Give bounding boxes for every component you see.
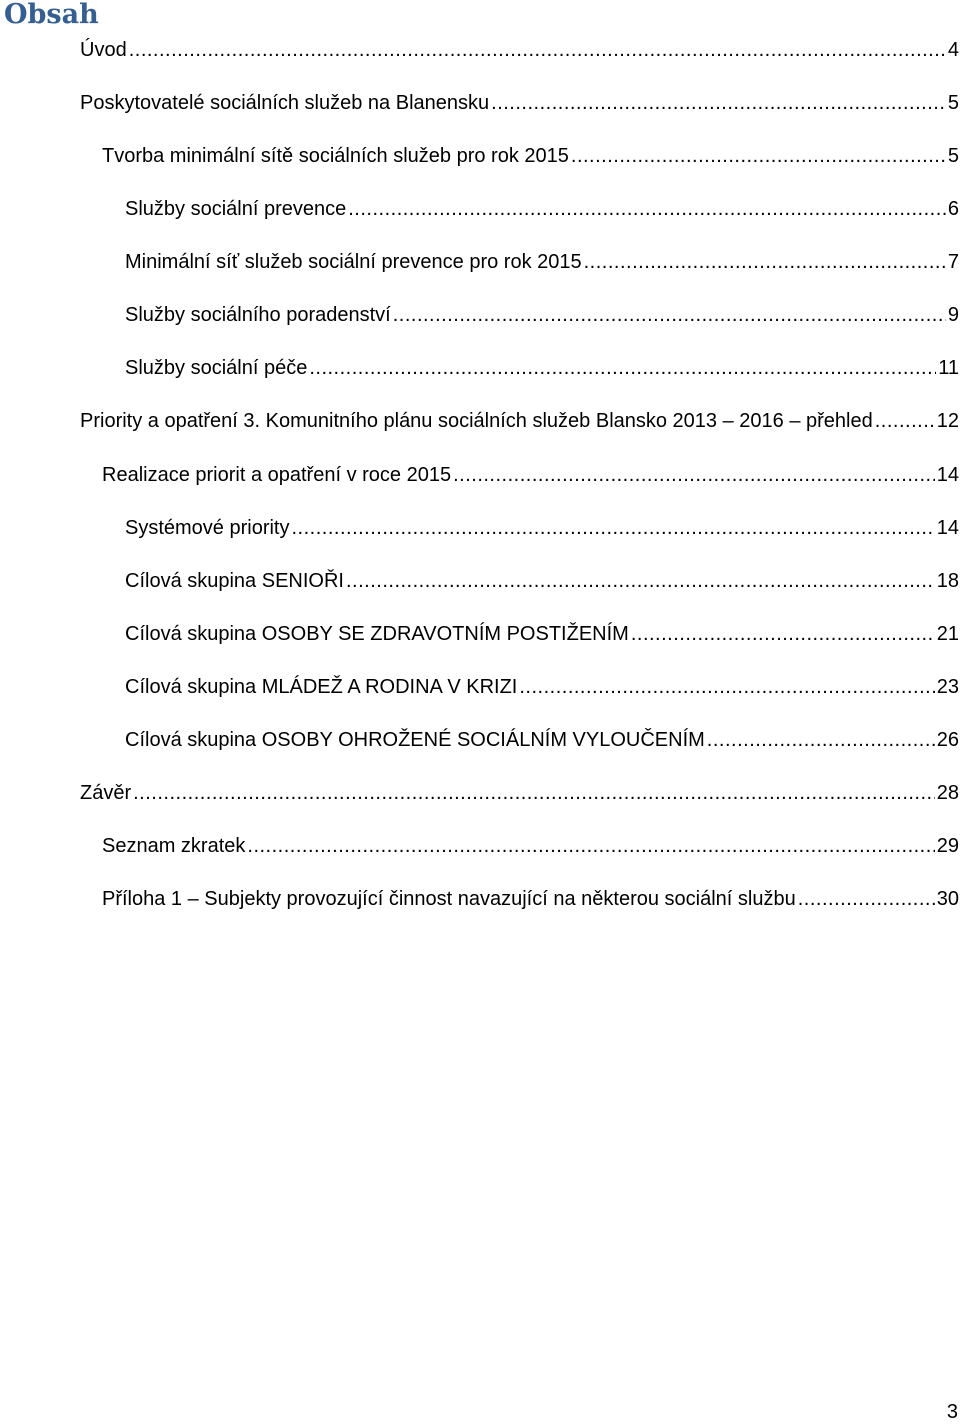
- toc-entry[interactable]: [0, 883, 960, 936]
- toc-dot-leader: [348, 193, 946, 225]
- toc-entry[interactable]: [0, 724, 960, 777]
- toc-dot-leader: [519, 671, 934, 703]
- toc-entry-title: Úvod: [80, 39, 127, 61]
- toc-entry-page: 14: [936, 463, 959, 486]
- toc-entry-title: Příloha 1 – Subjekty provozující činnost navazující na některou sociální službu: [102, 888, 796, 910]
- toc-entry-page: 6: [947, 198, 959, 221]
- toc-entry[interactable]: [0, 830, 960, 883]
- toc-entry-title: Závěr: [80, 781, 132, 804]
- toc-dot-leader: [309, 352, 936, 384]
- toc-entry-page: 29: [936, 834, 959, 857]
- toc-entry[interactable]: [0, 512, 960, 565]
- toc-entry-title: Služby sociálního poradenství: [125, 304, 391, 327]
- toc-dot-leader: [129, 34, 946, 66]
- toc-entry-page: 12: [936, 410, 959, 433]
- toc-dot-leader: [292, 512, 935, 544]
- toc-dot-leader: [707, 724, 935, 756]
- toc-entry[interactable]: [0, 777, 960, 830]
- toc-entry[interactable]: [0, 671, 960, 724]
- toc-entry[interactable]: [0, 140, 960, 193]
- page-number: 3: [946, 1401, 958, 1423]
- toc-entry-title: Cílová skupina MLÁDEŽ A RODINA V KRIZI: [125, 675, 518, 698]
- toc-dot-leader: [346, 565, 935, 597]
- toc-entry-page: 21: [936, 622, 959, 645]
- toc-entry[interactable]: [0, 459, 960, 512]
- toc-entry[interactable]: [0, 565, 960, 618]
- toc-entry[interactable]: [0, 193, 960, 246]
- toc-entry-page: 4: [947, 39, 959, 61]
- toc-dot-leader: [393, 299, 946, 331]
- toc-entry-page: 28: [936, 781, 959, 804]
- toc-dot-leader: [491, 87, 946, 119]
- toc-entry[interactable]: [0, 299, 960, 352]
- toc-entry-page: 26: [936, 728, 959, 751]
- toc-entry-page: 14: [936, 516, 959, 539]
- toc-entry-title: Tvorba minimální sítě sociálních služeb pro rok 2015: [102, 145, 569, 168]
- toc-dot-leader: [133, 777, 935, 809]
- toc-entry-title: Cílová skupina SENIOŘI: [125, 569, 344, 592]
- toc-entry-title: Cílová skupina OSOBY SE ZDRAVOTNÍM POSTIŽENÍM: [125, 622, 629, 645]
- toc-dot-leader: [247, 830, 934, 862]
- toc-dot-leader: [584, 246, 946, 278]
- toc-dot-leader: [875, 405, 935, 437]
- toc-entry-title: Minimální síť služeb sociální prevence pro rok 2015: [125, 251, 582, 274]
- toc-entry-title: Služby sociální prevence: [125, 198, 347, 221]
- table-of-contents: [0, 34, 960, 936]
- toc-entry[interactable]: [0, 352, 960, 405]
- toc-entry[interactable]: [0, 405, 960, 458]
- toc-heading: Obsah: [4, 0, 99, 30]
- toc-dot-leader: [453, 459, 935, 491]
- toc-entry-title: Systémové priority: [125, 516, 290, 539]
- toc-entry[interactable]: [0, 618, 960, 671]
- toc-entry-page: 23: [936, 675, 959, 698]
- toc-entry-title: Realizace priorit a opatření v roce 2015: [102, 463, 452, 486]
- toc-dot-leader: [571, 140, 946, 172]
- toc-entry-page: 18: [936, 569, 959, 592]
- toc-entry-title: Seznam zkratek: [102, 834, 246, 857]
- toc-entry-page: 11: [938, 357, 959, 380]
- toc-entry-title: Priority a opatření 3. Komunitního plánu sociálních služeb Blansko 2013 – 2016 – přehled: [80, 410, 873, 433]
- toc-entry-page: 30: [936, 888, 959, 910]
- toc-entry-title: Cílová skupina OSOBY OHROŽENÉ SOCIÁLNÍM VYLOUČENÍM: [125, 728, 705, 751]
- toc-entry-title: Poskytovatelé sociálních služeb na Blanensku: [80, 92, 490, 115]
- toc-entry-page: 5: [947, 92, 959, 115]
- toc-entry-page: 5: [947, 145, 959, 168]
- toc-dot-leader: [798, 883, 935, 915]
- toc-entry[interactable]: [0, 246, 960, 299]
- toc-entry[interactable]: [0, 87, 960, 140]
- toc-entry[interactable]: [0, 34, 960, 87]
- toc-entry-title: Služby sociální péče: [125, 357, 308, 380]
- toc-entry-page: 7: [947, 251, 959, 274]
- toc-dot-leader: [631, 618, 935, 650]
- toc-entry-page: 9: [947, 304, 959, 327]
